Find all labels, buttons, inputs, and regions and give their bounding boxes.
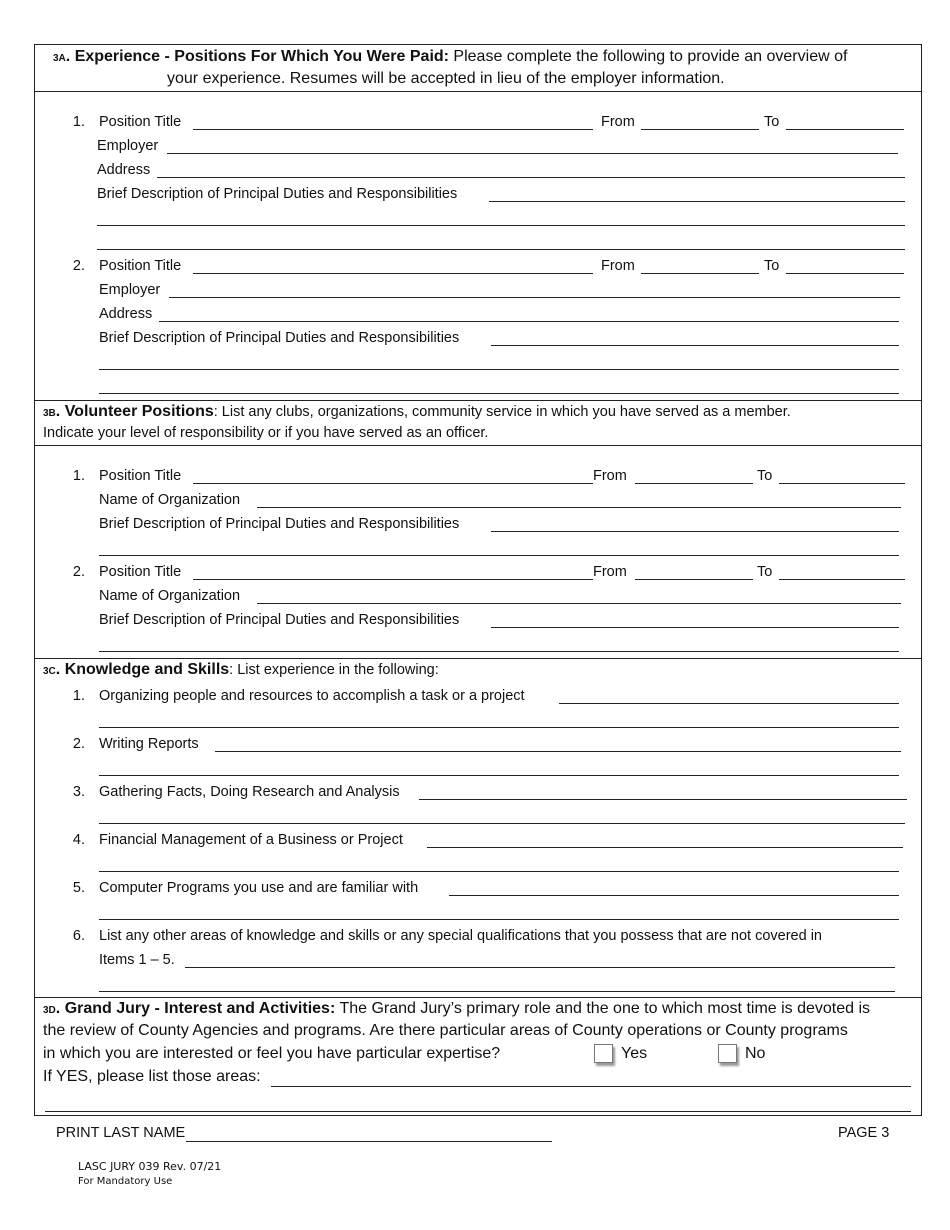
duties-continuation-field[interactable]	[99, 369, 899, 370]
employer-label: Employer	[97, 138, 159, 154]
from-date-field[interactable]	[635, 579, 753, 580]
address-field[interactable]	[159, 321, 899, 322]
section-3a-title: Experience - Positions For Which You Were Paid:	[74, 48, 449, 65]
areas-of-interest-continuation-field[interactable]	[45, 1111, 911, 1112]
position-title-field[interactable]	[193, 129, 593, 130]
from-date-field[interactable]	[641, 129, 759, 130]
section-3d-title: Grand Jury - Interest and Activities:	[64, 1000, 336, 1017]
skill-item-number: 4.	[72, 832, 85, 848]
section-3d-tag: 3D	[43, 1005, 56, 1016]
to-label: To	[757, 564, 773, 580]
application-form-page	[34, 44, 922, 1116]
section-3d-line2: the review of County Agencies and programs. Are there particular areas of County operations or County programs	[43, 1022, 848, 1039]
entry-number: 2.	[72, 258, 85, 274]
section-3c-tag: 3C	[43, 666, 56, 677]
position-title-field[interactable]	[193, 273, 593, 274]
to-date-field[interactable]	[779, 579, 905, 580]
from-label: From	[601, 114, 635, 130]
page-number: PAGE 3	[838, 1125, 890, 1141]
skill-item-continuation-field[interactable]	[99, 727, 899, 728]
address-field[interactable]	[157, 177, 905, 178]
no-checkbox[interactable]	[718, 1044, 737, 1063]
duties-continuation-field[interactable]	[97, 249, 905, 250]
section-3c-title: Knowledge and Skills	[64, 661, 230, 678]
section-3c-header: 3C. Knowledge and Skills: List experience in the following:	[43, 661, 439, 678]
address-label: Address	[97, 162, 151, 178]
section-3c-intro: : List experience in the following:	[229, 662, 439, 678]
print-last-name-field[interactable]	[186, 1141, 552, 1142]
mandatory-use-note: For Mandatory Use	[78, 1176, 173, 1187]
address-label: Address	[99, 306, 153, 322]
duties-label: Brief Description of Principal Duties and Responsibilities	[99, 516, 460, 532]
to-date-field[interactable]	[779, 483, 905, 484]
section-3b-tag: 3B	[43, 408, 56, 419]
skill-item-number: 5.	[72, 880, 85, 896]
duties-label: Brief Description of Principal Duties and Responsibilities	[99, 330, 460, 346]
skill-item-number: 2.	[72, 736, 85, 752]
from-date-field[interactable]	[635, 483, 753, 484]
position-title-label: Position Title	[99, 564, 182, 580]
from-label: From	[593, 564, 627, 580]
print-last-name-label: PRINT LAST NAME	[56, 1125, 186, 1141]
entry-number: 2.	[72, 564, 85, 580]
section-3a-intro-line2: your experience. Resumes will be accepted in lieu of the employer information.	[167, 70, 725, 87]
skill-item-number: 6.	[72, 928, 85, 944]
from-date-field[interactable]	[641, 273, 759, 274]
to-label: To	[757, 468, 773, 484]
yes-checkbox[interactable]	[594, 1044, 613, 1063]
skill-item-number: 1.	[72, 688, 85, 704]
section-3a-intro-line1: Please complete the following to provide an overview of	[448, 48, 848, 65]
skill-item-number: 3.	[72, 784, 85, 800]
position-title-field[interactable]	[193, 483, 593, 484]
skill-item-label: Gathering Facts, Doing Research and Analysis	[99, 784, 400, 800]
section-3d-line3: in which you are interested or feel you have particular expertise?	[43, 1045, 501, 1062]
duties-label: Brief Description of Principal Duties and Responsibilities	[99, 612, 460, 628]
skill-item-label: Organizing people and resources to accomplish a task or a project	[99, 688, 525, 704]
to-date-field[interactable]	[786, 273, 904, 274]
employer-label: Employer	[99, 282, 161, 298]
skill-item-label: Writing Reports	[99, 736, 199, 752]
position-title-label: Position Title	[99, 258, 182, 274]
skill-item-continuation-field[interactable]	[99, 991, 895, 992]
skill-item-continuation-field[interactable]	[99, 823, 905, 824]
organization-label: Name of Organization	[99, 492, 241, 508]
to-date-field[interactable]	[786, 129, 904, 130]
employer-field[interactable]	[169, 297, 900, 298]
skill-item-label: List any other areas of knowledge and skills or any special qualifications that you possess that are not covered in	[99, 928, 822, 944]
skill-item-label-line2: Items 1 – 5.	[99, 952, 175, 968]
areas-of-interest-field[interactable]	[271, 1086, 911, 1087]
skill-item-continuation-field[interactable]	[99, 919, 899, 920]
duties-field[interactable]	[491, 345, 899, 346]
skill-item-label: Computer Programs you use and are familiar with	[99, 880, 419, 896]
skill-item-continuation-field[interactable]	[99, 871, 899, 872]
duties-continuation-field[interactable]	[97, 225, 905, 226]
duties-field[interactable]	[489, 201, 905, 202]
position-title-field[interactable]	[193, 579, 593, 580]
duties-continuation-field[interactable]	[99, 393, 899, 394]
divider	[35, 445, 921, 446]
skill-item-field[interactable]	[185, 967, 895, 968]
section-3b-intro-line1: : List any clubs, organizations, community service in which you have served as a member.	[213, 404, 791, 420]
divider	[35, 91, 921, 92]
duties-field[interactable]	[491, 627, 899, 628]
section-3a-header: 3A. Experience - Positions For Which You Were Paid: Please complete the following to provide an overview of	[53, 48, 848, 65]
section-3d-line1: The Grand Jury’s primary role and the one to which most time is devoted is	[335, 1000, 871, 1017]
position-title-label: Position Title	[99, 468, 182, 484]
section-3d-header: 3D. Grand Jury - Interest and Activities: The Grand Jury’s primary role and the one to which most time is devoted is	[43, 1000, 871, 1017]
entry-number: 1.	[72, 468, 85, 484]
entry-number: 1.	[72, 114, 85, 130]
yes-label: Yes	[621, 1045, 648, 1062]
position-title-label: Position Title	[99, 114, 182, 130]
from-label: From	[601, 258, 635, 274]
skill-item-continuation-field[interactable]	[99, 775, 899, 776]
no-label: No	[745, 1045, 766, 1062]
skill-item-label: Financial Management of a Business or Project	[99, 832, 403, 848]
duties-field[interactable]	[491, 531, 899, 532]
section-3b-header: 3B. Volunteer Positions: List any clubs, organizations, community service in which you have served as a member.	[43, 403, 791, 420]
duties-label: Brief Description of Principal Duties and Responsibilities	[97, 186, 458, 202]
skill-item-field[interactable]	[215, 751, 901, 752]
section-3a-tag: 3A	[53, 53, 66, 64]
skill-item-field[interactable]	[449, 895, 899, 896]
skill-item-field[interactable]	[427, 847, 903, 848]
to-label: To	[764, 114, 780, 130]
if-yes-label: If YES, please list those areas:	[43, 1068, 261, 1085]
from-label: From	[593, 468, 627, 484]
to-label: To	[764, 258, 780, 274]
skill-item-field[interactable]	[419, 799, 907, 800]
organization-field[interactable]	[257, 603, 901, 604]
employer-field[interactable]	[167, 153, 898, 154]
duties-continuation-field[interactable]	[99, 555, 899, 556]
section-3b-intro-line2: Indicate your level of responsibility or if you have served as an officer.	[43, 425, 489, 441]
form-id: LASC JURY 039 Rev. 07/21	[78, 1160, 222, 1173]
skill-item-field[interactable]	[559, 703, 899, 704]
duties-continuation-field[interactable]	[99, 651, 899, 652]
section-3b-title: Volunteer Positions	[64, 403, 214, 420]
organization-field[interactable]	[257, 507, 901, 508]
organization-label: Name of Organization	[99, 588, 241, 604]
